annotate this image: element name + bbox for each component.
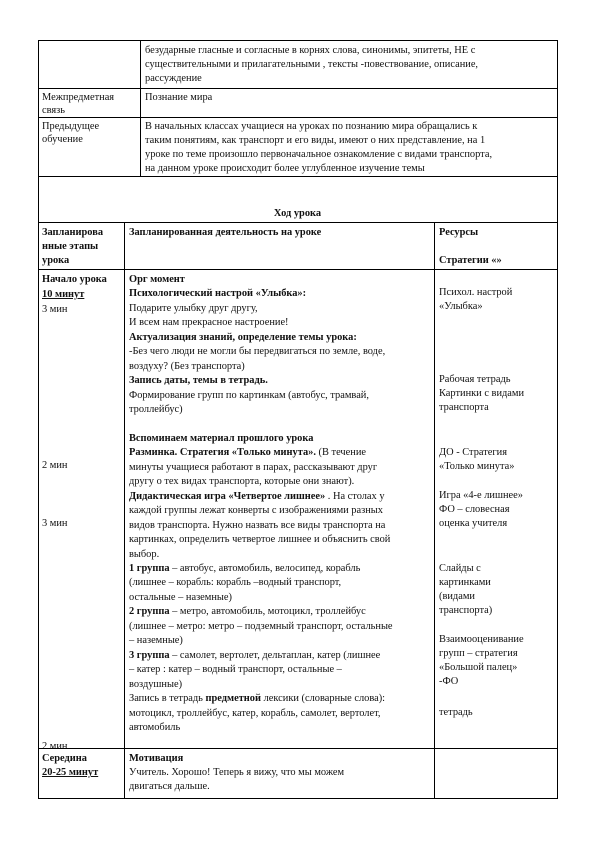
- middle-activity-line-1: Учитель. Хорошо! Теперь я вижу, что мы можем: [129, 767, 345, 778]
- activity-line: выбор.: [129, 549, 160, 560]
- row-line-2: [38, 117, 558, 118]
- interdisciplinary-label-1: Межпредметная: [42, 92, 115, 103]
- header-stages-3: урока: [42, 255, 70, 266]
- resource-2-line-1: Рабочая тетрадь: [439, 374, 511, 385]
- previous-line-2: таким понятиям, как транспорт и его виды, имеют о них представление, на 1: [145, 135, 486, 146]
- activity-line: Разминка. Стратегия «Только минута». (В течение: [129, 447, 366, 458]
- activity-line: мотоцикл, троллейбус, катер, корабль, самолет, вертолет,: [129, 708, 381, 719]
- middle-activity-line-2: двигаться дальше.: [129, 781, 210, 792]
- activity-line: – наземные): [129, 635, 183, 646]
- header-stages-1: Запланирова: [42, 227, 104, 238]
- course-title: Ход урока: [273, 208, 322, 219]
- resource-6-line-3: «Большой палец»: [439, 662, 518, 673]
- resource-5-line-1: Слайды с: [439, 563, 481, 574]
- activity-line: Психологический настрой «Улыбка»:: [129, 288, 307, 299]
- border-left: [38, 40, 39, 799]
- activity-line: -Без чего люди не могли бы передвигаться по земле, воде,: [129, 346, 386, 357]
- time-1: 3 мин: [42, 304, 68, 315]
- resource-4-line-1: Игра «4-е лишнее»: [439, 490, 523, 501]
- interdisciplinary-value: Познание мира: [145, 92, 213, 103]
- previous-line-3: уроке по теме произошло первоначальное ознакомление с видами транспорта,: [145, 149, 493, 160]
- border-bottom: [38, 798, 558, 799]
- activity-line: каждой группы лежат конверты с изображениями разных: [129, 505, 383, 516]
- header-strategies: Стратегии «»: [439, 255, 502, 266]
- time-4: 2 мин: [42, 741, 68, 748]
- header-resources: Ресурсы: [439, 227, 479, 238]
- resource-4-line-3: оценка учителя: [439, 518, 508, 529]
- stage-middle-title: Середина: [42, 753, 87, 764]
- activity-line: Запись в тетрадь предметной лексики (словарные слова):: [129, 693, 386, 704]
- row-line-4: [38, 222, 558, 223]
- resource-2-line-3: транспорта: [439, 402, 489, 413]
- row-line-3: [38, 176, 558, 177]
- resource-3-line-2: «Только минута»: [439, 461, 515, 472]
- activity-line: 1 группа – автобус, автомобиль, велосипед, корабль: [129, 563, 361, 574]
- previous-label-1: Предыдущее: [42, 121, 100, 132]
- stage-begin-duration: 10 минут: [42, 289, 85, 300]
- col-line-top: [140, 40, 141, 177]
- row-line-1: [38, 88, 558, 89]
- row-line-5: [38, 269, 558, 270]
- activity-line: видов транспорта. Нужно назвать все виды транспорта на: [129, 520, 386, 531]
- resource-7-line-1: тетрадь: [439, 707, 473, 718]
- activity-line: (лишнее – корабль: корабль –водный транспорт,: [129, 577, 342, 588]
- border-right: [557, 40, 558, 799]
- activity-line: Орг момент: [129, 274, 185, 285]
- resource-2-line-2: Картинки с видами: [439, 388, 525, 399]
- header-stages-2: нные этапы: [42, 241, 99, 252]
- stage-begin-title: Начало урока: [42, 274, 107, 285]
- activity-line: остальные – наземные): [129, 592, 232, 603]
- resource-6-line-1: Взаимооценивание: [439, 634, 524, 645]
- resource-3-line-1: ДО - Стратегия: [439, 447, 508, 458]
- resource-5-line-4: транспорта): [439, 605, 493, 616]
- time-3: 3 мин: [42, 518, 68, 529]
- resource-6-line-2: групп – стратегия: [439, 648, 518, 659]
- row-line-6: [38, 748, 558, 749]
- activity-line: Подарите улыбку друг другу,: [129, 303, 258, 314]
- activity-line: картинках, определить четвертое лишнее и объяснить свой: [129, 534, 391, 545]
- previous-label-2: обучение: [42, 134, 83, 145]
- activity-line: Актуализация знаний, определение темы урока:: [129, 332, 357, 343]
- activity-line: 2 группа – метро, автомобиль, мотоцикл, троллейбус: [129, 606, 366, 617]
- activity-line: Формирование групп по картинкам (автобус, трамвай,: [129, 390, 369, 401]
- activity-line: (лишнее – метро: метро – подземный транспорт, остальные: [129, 621, 393, 632]
- interdisciplinary-label-2: связь: [42, 105, 66, 116]
- activity-line: – катер : катер – водный транспорт, остальные –: [129, 664, 342, 675]
- resource-1-line-1: Психол. настрой: [439, 287, 513, 298]
- activity-line: минуты учащиеся работают в парах, рассказывают друг: [129, 462, 378, 473]
- resource-1-line-2: «Улыбка»: [439, 301, 483, 312]
- col-line-1: [124, 222, 125, 799]
- resource-6-line-4: -ФО: [439, 676, 459, 687]
- activity-line: воздуху? (Без транспорта): [129, 361, 245, 372]
- activity-line: другу о тех видах транспорта, которые они знают).: [129, 476, 355, 487]
- activity-line: Дидактическая игра «Четвертое лишнее» . На столах у: [129, 491, 385, 502]
- header-activity: Запланированная деятельность на уроке: [129, 227, 322, 238]
- resource-5-line-2: картинками: [439, 577, 491, 588]
- activity-line: автомобиль: [129, 722, 181, 733]
- activity-line: 3 группа – самолет, вертолет, дельтаплан, катер (лишнее: [129, 650, 381, 661]
- time-2: 2 мин: [42, 460, 68, 471]
- col-line-2: [434, 222, 435, 799]
- activity-line: троллейбус): [129, 404, 183, 415]
- activity-line: воздушные): [129, 679, 183, 690]
- border-top: [38, 40, 558, 41]
- activity-line: Вспоминаем материал прошлого урока: [129, 433, 314, 444]
- middle-activity-title: Мотивация: [129, 753, 184, 764]
- top-text-line-1: безударные гласные и согласные в корнях слова, синонимы, эпитеты, НЕ с: [145, 45, 476, 56]
- previous-line-1: В начальных классах учащиеся на уроках по познанию мира обращались к: [145, 121, 478, 132]
- resource-5-line-3: (видами: [439, 591, 475, 602]
- previous-line-4: на данном уроке происходит более углубленное изучение темы: [145, 163, 425, 174]
- activity-line: Запись даты, темы в тетрадь.: [129, 375, 268, 386]
- stage-middle-duration: 20-25 минут: [42, 767, 99, 778]
- top-text-line-3: рассуждение: [145, 73, 202, 84]
- top-text-line-2: существительными и прилагательными , тексты -повествование, описание,: [145, 59, 479, 70]
- activity-line: И всем нам прекрасное настроение!: [129, 317, 289, 328]
- resource-4-line-2: ФО – словесная: [439, 504, 510, 515]
